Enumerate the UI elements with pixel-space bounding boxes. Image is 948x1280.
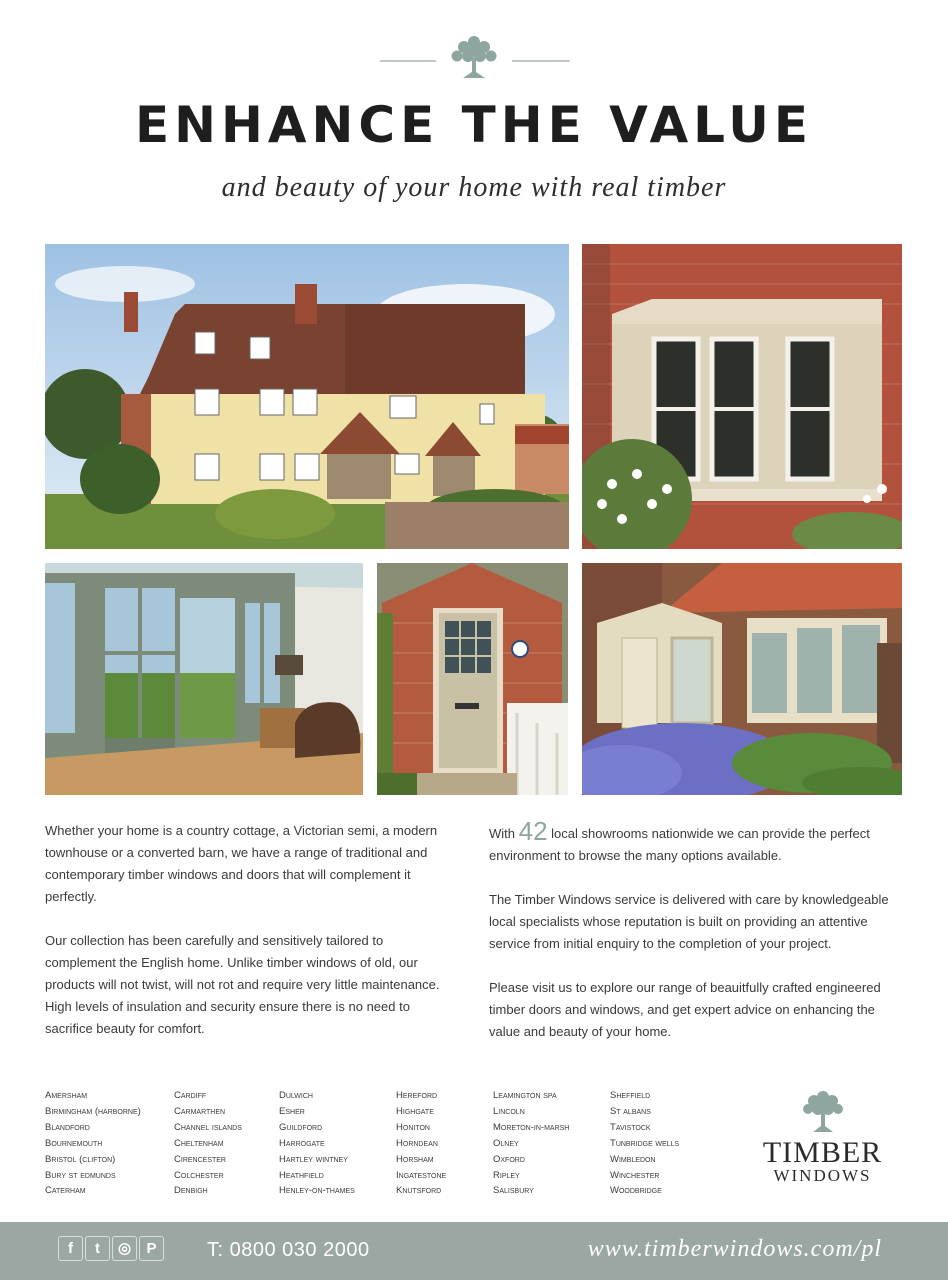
tree-ornament	[0, 30, 948, 84]
location-item: Bristol (clifton)	[45, 1153, 116, 1165]
instagram-icon[interactable]: ◎	[112, 1236, 137, 1261]
showroom-count: 42	[518, 816, 548, 846]
location-list	[174, 1088, 242, 1199]
showroom-paragraph	[489, 816, 909, 867]
location-item: Horndean	[396, 1137, 438, 1149]
showroom-text: local showrooms nationwide we can provide the perfect environment to browse the many options available.	[489, 826, 870, 863]
location-item: Hereford	[396, 1090, 438, 1101]
photo-front-door	[377, 563, 568, 795]
location-item: Cardiff	[174, 1090, 207, 1101]
location-item: Oxford	[493, 1153, 525, 1165]
body-paragraph: Our collection has been carefully and sensitively tailored to complement the English home. Unlike timber windows of old, our products will not twist, will not rot and require very little maintenance. High levels of insulation and security ensure there is no need to sacrifice beauty for comfort.	[45, 933, 440, 1036]
photo-bay-window	[582, 244, 902, 549]
location-item: Carmarthen	[174, 1105, 226, 1117]
location-item: Denbigh	[174, 1185, 208, 1197]
location-item: Honiton	[396, 1121, 430, 1133]
location-item: Dulwich	[279, 1090, 313, 1101]
location-item: Cheltenham	[174, 1137, 224, 1149]
location-item: Sheffield	[610, 1090, 651, 1101]
location-item: Highgate	[396, 1105, 434, 1117]
location-item: Guildford	[279, 1121, 323, 1133]
location-item: Ingatestone	[396, 1169, 447, 1181]
location-item: Henley-on-thames	[279, 1185, 355, 1197]
location-item: Leamington spa	[493, 1090, 557, 1101]
location-item: Knutsford	[396, 1185, 442, 1197]
body-paragraph: Whether your home is a country cottage, a Victorian semi, a modern townhouse or a converted barn, we have a range of traditional and contemporary timber windows and doors that will complement it perfectly.	[45, 823, 438, 904]
location-item: Channel islands	[174, 1121, 242, 1133]
location-item: Blandford	[45, 1121, 90, 1133]
location-item: Wimbledon	[610, 1153, 656, 1165]
location-item: Ripley	[493, 1169, 520, 1181]
photo-interior-doors	[45, 563, 363, 795]
location-item: Salisbury	[493, 1185, 534, 1197]
location-list	[610, 1088, 679, 1199]
location-list	[45, 1088, 141, 1199]
location-item: Olney	[493, 1137, 519, 1149]
pinterest-icon[interactable]: P	[139, 1236, 164, 1261]
location-item: Caterham	[45, 1185, 86, 1197]
location-item: Heathfield	[279, 1169, 324, 1181]
tree-logo-icon	[798, 1088, 848, 1134]
location-item: Tunbridge wells	[610, 1137, 680, 1149]
body-right-column	[489, 816, 909, 1065]
twitter-icon[interactable]: t	[85, 1236, 110, 1261]
location-item: Amersham	[45, 1090, 88, 1101]
body-paragraph: Please visit us to explore our range of beauitfully crafted engineered timber doors and windows, and get expert advice on enhancing the value and beauty of your home.	[489, 980, 881, 1039]
location-item: St albans	[610, 1105, 651, 1117]
phone-number[interactable]: T: 0800 030 2000	[207, 1239, 370, 1261]
location-item: Bournemouth	[45, 1137, 103, 1149]
location-item: Cirencester	[174, 1153, 226, 1165]
logo-wordmark-sub: WINDOWS	[773, 1166, 872, 1185]
logo-wordmark: TIMBER	[762, 1136, 883, 1169]
page-title: ENHANCE THE VALUE	[135, 96, 813, 154]
location-item: Harrogate	[279, 1137, 325, 1149]
location-list	[396, 1088, 446, 1199]
location-item: Tavistock	[610, 1121, 651, 1133]
page-subtitle: and beauty of your home with real timber	[221, 172, 727, 203]
body-paragraph: The Timber Windows service is delivered with care by knowledgeable local specialists whose reputation is built on providing an attentive service from initial enquiry to the completion of your project.	[489, 892, 889, 951]
facebook-icon[interactable]: f	[58, 1236, 83, 1261]
location-list	[493, 1088, 569, 1199]
photo-country-house	[45, 244, 569, 549]
location-item: Bury st edmunds	[45, 1169, 116, 1181]
location-item: Colchester	[174, 1169, 224, 1181]
location-item: Lincoln	[493, 1105, 525, 1117]
showroom-intro: With	[489, 826, 515, 841]
location-item: Woodbridge	[610, 1185, 662, 1197]
location-item: Horsham	[396, 1153, 434, 1165]
location-list	[279, 1088, 355, 1199]
location-item: Winchester	[610, 1169, 660, 1181]
photo-cottage-lavender	[582, 563, 902, 795]
location-item: Moreton-in-marsh	[493, 1121, 570, 1133]
footer-bar	[0, 1222, 948, 1280]
timber-windows-logo	[760, 1088, 885, 1185]
location-item: Birmingham (harborne)	[45, 1105, 141, 1117]
location-item: Esher	[279, 1105, 305, 1117]
location-item: Hartley wintney	[279, 1153, 348, 1165]
website-link[interactable]: www.timberwindows.com/pl	[587, 1236, 882, 1262]
body-left-column	[45, 820, 455, 1062]
